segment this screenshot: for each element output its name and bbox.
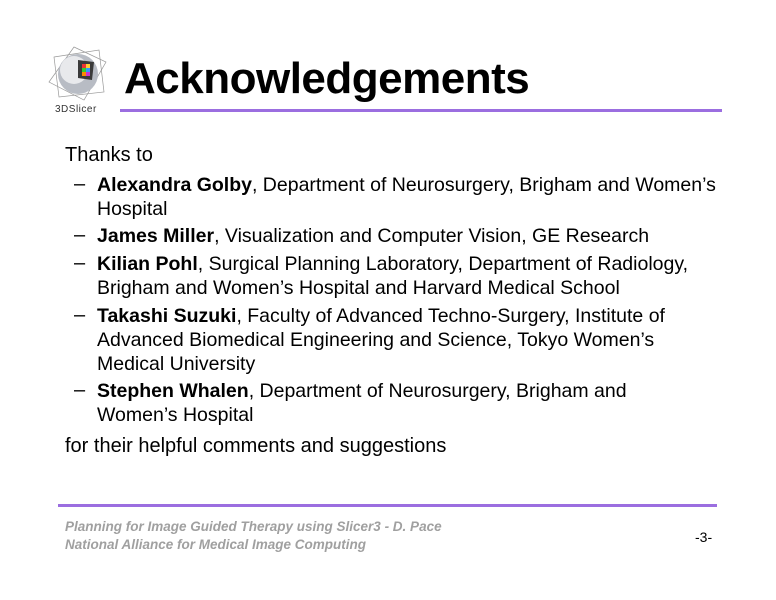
footer-divider [58,504,717,507]
affiliation: , Faculty of Advanced Techno-Surgery, Institute of Advanced Biomedical Engineering and Science, Tokyo Women’s Medical University [97,305,665,375]
bullet-dash: – [74,304,86,326]
affiliation: , Surgical Planning Laboratory, Department of Radiology, Brigham and Women’s Hospital and Harvard Medical School [97,253,689,299]
list-item [97,304,687,376]
bullet-dash: – [74,252,86,274]
person-name: James Miller [97,225,215,247]
slide-title: Acknowledgements [124,54,530,103]
footer-line-2: National Alliance for Medical Image Computing [65,537,367,552]
bullet-dash: – [74,379,86,401]
list-item [97,252,717,300]
person-name: Stephen Whalen [97,380,249,402]
affiliation: , Department of Neurosurgery, Brigham and Women’s Hospital [97,174,716,220]
bullet-dash: – [74,173,86,195]
person-name: Takashi Suzuki [97,305,237,327]
list-item [97,379,657,427]
page-number: -3- [695,529,713,545]
affiliation: , Department of Neurosurgery, Brigham and Women’s Hospital [97,380,627,426]
intro-text: Thanks to [65,144,153,166]
list-item [97,224,717,248]
footer-line-1: Planning for Image Guided Therapy using Slicer3 - D. Pace [65,519,442,534]
title-divider [120,109,722,112]
list-item [97,173,717,221]
logo-text: 3DSlicer [55,104,97,115]
bullet-dash: – [74,224,86,246]
person-name: Alexandra Golby [97,174,252,196]
slicer-logo [44,42,114,109]
person-name: Kilian Pohl [97,253,198,275]
affiliation: , Visualization and Computer Vision, GE Research [214,225,650,247]
closing-text: for their helpful comments and suggestions [65,435,447,457]
